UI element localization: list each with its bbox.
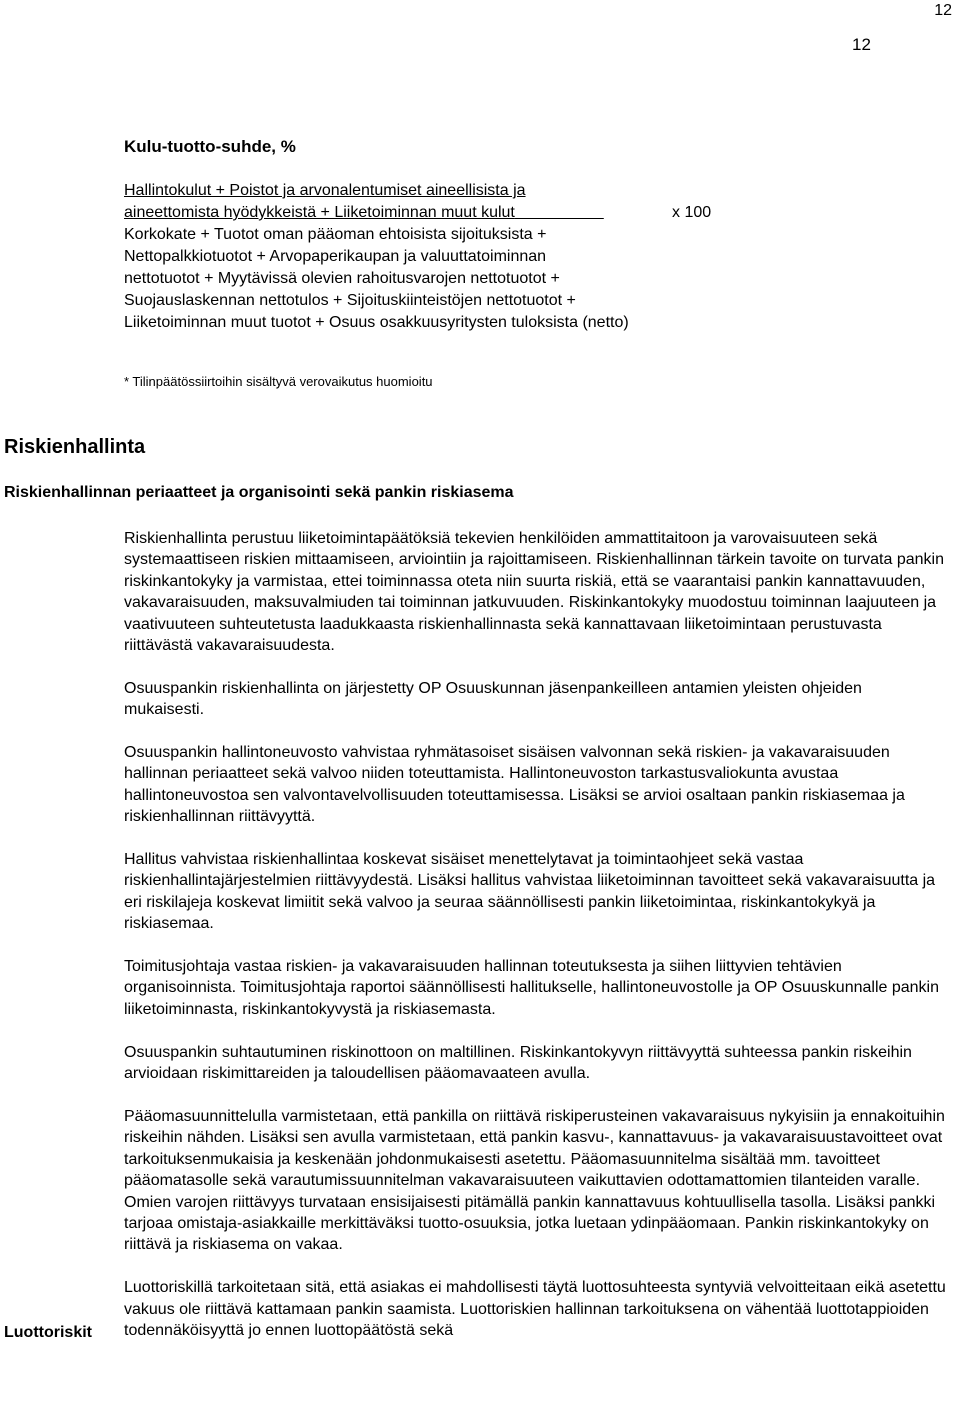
paragraph: Pääomasuunnittelulla varmistetaan, että pankilla on riittävä riskiperusteinen vakavaraisuus nykyisiin ja ennakoituihin riskeihin nähden. Lisäksi sen avulla varmistetaan, että pankin kasvu-, kannattavuus- ja vakavaraisuustavoitteet ovat tarkoituksenmukaisia ja keskenään johdonmukaisesti asetettu. Pääomasuunnitelma sisältää mm. tavoitteet pääomatasolle sekä varautumissuunnitelman vakavaraisuuteen vaikuttavien odottamattomien tilanteiden varalle. Omien varojen riittävyys turvataan ensisijaisesti pitämällä pankin kannattavuus kohtuullisella tasolla. Lisäksi pankki tarjoaa omistaja-asiakkaille merkittäväksi tuotto-osuuksia, jotka luetaan ydinpääomaan. Pankin riskinkantokyky on riittävä ja riskiasema on vakaa. bbox=[124, 1107, 945, 1254]
formula-numerator bbox=[124, 180, 764, 224]
paragraph: Toimitusjohtaja vastaa riskien- ja vakavaraisuuden hallinnan toteutuksesta ja siihen liittyvien tehtävien organisoinnista. Toimitusjohtaja raportoi säännöllisesti hallitukselle, hallintoneuvostolle ja OP Osuuskunnalle pankin liiketoiminnasta, riskinkantokyvystä ja riskiasemasta. bbox=[124, 958, 939, 1018]
side-heading-credit-risk: Luottoriskit bbox=[4, 1324, 92, 1341]
page-number: 12 bbox=[852, 35, 871, 54]
page-number-corner: 12 bbox=[934, 2, 952, 19]
denominator-line: nettotuotot + Myytävissä olevien rahoitusvarojen nettotuotot + bbox=[124, 270, 560, 287]
paragraph: Osuuspankin riskienhallinta on järjestetty OP Osuuskunnan jäsenpankeilleen antamien yleisten ohjeiden mukaisesti. bbox=[124, 679, 862, 719]
paragraph: Osuuspankin hallintoneuvosto vahvistaa ryhmätasoiset sisäisen valvonnan sekä riskien- ja vakavaraisuuden hallinnan periaatteet sekä valvoo niiden toteuttamista. Hallintoneuvoston tarkastusvaliokunta avustaa hallintoneuvostoa sen valvontavelvollisuuden toteuttamisessa. Lisäksi se arvioi osaltaan pankin riskiasemaa ja riskienhallinnan riittävyyttä. bbox=[124, 744, 905, 826]
numerator-line: aineettomista hyödykkeistä + Liiketoiminnan muut kulut bbox=[124, 204, 515, 221]
paragraph: Hallitus vahvistaa riskienhallintaa koskevat sisäiset menettelytavat ja toimintaohjeet sekä vastaa riskienhallintajärjestelmien riittävyydestä. Lisäksi hallitus vahvistaa liiketoiminnan tavoitteet sekä vakavaraisuutta ja eri riskilajeja koskevat limiitit sekä valvoo ja seuraa säännöllisesti pankin liiketoimintaa, riskinkantokykyä ja riskiasemaa. bbox=[124, 851, 936, 933]
section-heading: Riskienhallinta bbox=[4, 436, 146, 458]
formula-denominator bbox=[124, 224, 764, 334]
section-subheading: Riskienhallinnan periaatteet ja organisointi sekä pankin riskiasema bbox=[4, 484, 514, 501]
paragraph: Luottoriskillä tarkoitetaan sitä, että asiakas ei mahdollisesti täytä luottosuhteesta syntyviä velvoitteitaan eikä asetettu vakuus ole riittävä kattamaan pankin saamista. Luottoriskien hallinnan tarkoituksena on vähentää luottotappioiden todennäköisyyttä jo ennen luottopäätöstä sekä bbox=[124, 1279, 946, 1339]
body-text bbox=[124, 528, 946, 1363]
cost-income-formula bbox=[124, 180, 764, 334]
cost-income-heading: Kulu-tuotto-suhde, % bbox=[124, 137, 296, 156]
paragraph: Riskienhallinta perustuu liiketoimintapäätöksiä tekevien henkilöiden ammattitaitoon ja varovaisuuteen sekä systemaattiseen riskien mittaamiseen, arviointiin ja rajoittamiseen. Riskienhallinnan tärkein tavoite on turvata pankin riskinkantokyky ja varmistaa, ettei toiminnassa oteta niin suurta riskiä, että se vaarantaisi pankin kannattavuuden, vakavaraisuuden, maksuvalmiuden tai toiminnan jatkuvuuden. Riskinkantokyky muodostuu toiminnan laajuuteen ja vaativuuteen suhteutetusta laadukkaasta riskienhallinnasta sekä kannattavaan liiketoimintaan perustuvasta riittävästä vakavaraisuudesta. bbox=[124, 530, 944, 655]
denominator-line: Liiketoiminnan muut tuotot + Osuus osakkuusyritysten tuloksista (netto) bbox=[124, 314, 629, 331]
denominator-line: Nettopalkkiotuotot + Arvopaperikaupan ja valuuttatoiminnan bbox=[124, 248, 547, 265]
formula-footnote: * Tilinpäätössiirtoihin sisältyvä verovaikutus huomioitu bbox=[124, 374, 433, 389]
formula-multiplier: x 100 bbox=[672, 204, 712, 221]
numerator-line: Hallintokulut + Poistot ja arvonalentumiset aineellisista ja bbox=[124, 182, 526, 199]
paragraph: Osuuspankin suhtautuminen riskinottoon on maltillinen. Riskinkantokyvyn riittävyyttä suhteessa pankin riskeihin arvioidaan riskimittareiden ja taloudellisen pääomavaateen avulla. bbox=[124, 1043, 912, 1083]
denominator-line: Korkokate + Tuotot oman pääoman ehtoisista sijoituksista + bbox=[124, 226, 547, 243]
denominator-line: Suojauslaskennan nettotulos + Sijoituskiinteistöjen nettotuotot + bbox=[124, 292, 576, 309]
